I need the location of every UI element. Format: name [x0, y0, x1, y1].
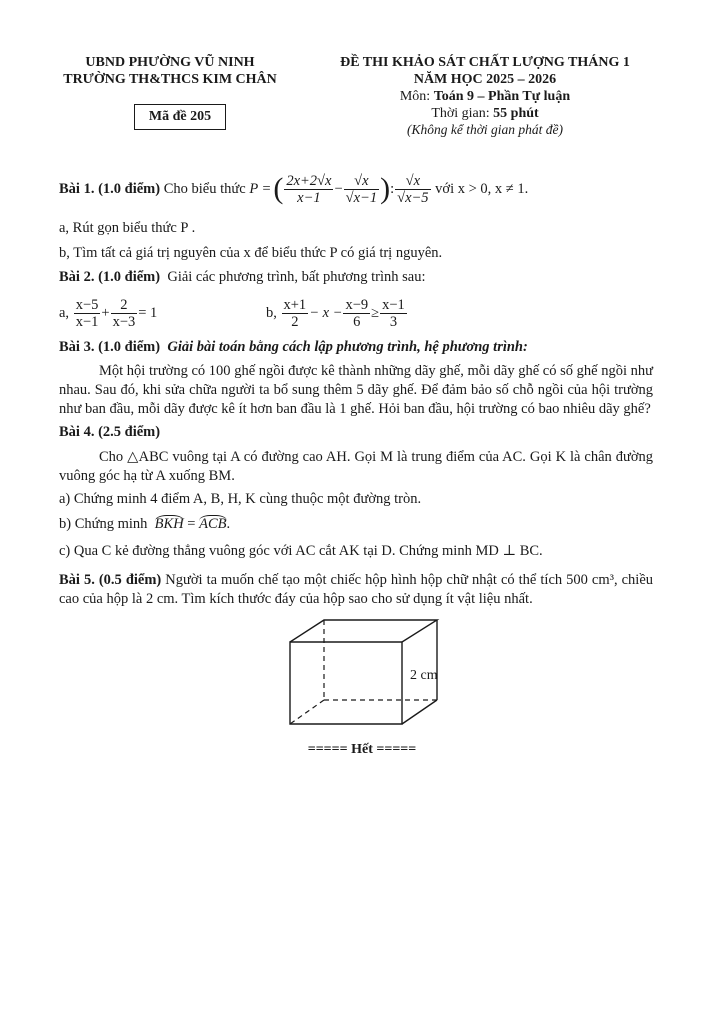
frac3-den: √x−5	[397, 189, 429, 206]
end-marker: ===== Hết =====	[307, 742, 417, 757]
frac1-num: 2x+2√x	[286, 172, 332, 189]
time-prefix: Thời gian:	[431, 106, 494, 121]
bai1-frac-1	[284, 173, 333, 206]
divide-sign: :	[390, 180, 395, 197]
a-frac1-den: x−1	[75, 313, 99, 330]
bai2-a-label: a,	[59, 304, 70, 321]
a-frac2-num: 2	[111, 297, 138, 314]
frac1-den: x−1	[297, 189, 321, 206]
bai1-frac-2	[344, 173, 379, 206]
minus-sign: −	[334, 180, 343, 197]
bai5-title: Bài 5. (0.5 điểm)	[59, 572, 162, 588]
exam-title: ĐỀ THI KHẢO SÁT CHẤT LƯỢNG THÁNG 1	[340, 55, 630, 70]
bai1-expression-line	[59, 167, 528, 211]
bai5-body: Người ta muốn chế tạo một chiếc hộp hình hộp chữ nhật có thể tích 500 cm³, chiều cao của hộp là 2 cm. Tìm kích thước đáy của hộp sao cho sử dụng ít vật liệu nhất.	[59, 572, 653, 607]
bai1-intro: Cho biểu thức	[163, 180, 246, 197]
p-label: P =	[249, 180, 272, 197]
bai4-part-a: a) Chứng minh 4 điểm A, B, H, K cùng thuộc một đường tròn.	[59, 491, 422, 507]
b-frac3-num: x−1	[382, 296, 405, 313]
b-frac3-den: 3	[389, 313, 398, 330]
b-frac2-num: x−9	[345, 296, 369, 313]
bai2-b-mid: − x −	[309, 304, 343, 321]
exam-code-box	[134, 104, 226, 130]
bai1-title: Bài 1. (1.0 điểm)	[59, 180, 161, 197]
bai4-part-c: c) Qua C kẻ đường thẳng vuông góc với AC cắt AK tại D. Chứng minh MD ⊥ BC.	[59, 543, 543, 559]
bai4-intro: Cho △ABC vuông tại A có đường cao AH. Gọi M là trung điểm của AC. Gọi K là chân đường vuông góc hạ từ A xuống BM.	[59, 449, 653, 484]
bai2-b-label: b,	[266, 304, 277, 321]
bai2-b-frac-3	[380, 297, 407, 330]
close-paren: )	[380, 172, 391, 205]
frac2-num: √x	[344, 173, 379, 190]
time-value: 55 phút	[493, 106, 539, 121]
school-year: NĂM HỌC 2025 – 2026	[413, 72, 557, 87]
angle-bkh: BKH	[154, 516, 184, 532]
a-frac2-den: x−3	[112, 313, 136, 330]
bai5-text	[59, 571, 653, 609]
plus-sign: +	[101, 304, 110, 321]
bai1-condition: với x > 0, x ≠ 1.	[435, 180, 529, 197]
subject-line	[300, 89, 670, 105]
box-hidden-diagonal	[290, 700, 324, 724]
bai2-intro: Giải các phương trình, bất phương trình sau:	[167, 269, 426, 285]
bai4-b-prefix: b) Chứng minh	[59, 516, 148, 532]
bai4-b-eq: =	[187, 516, 196, 532]
time-line	[300, 106, 670, 122]
box-bottom-right-edge	[402, 700, 437, 724]
b-frac2-den: 6	[353, 313, 361, 330]
bai2-part-a	[59, 293, 157, 333]
ge-sign: ≥	[371, 304, 380, 321]
bai2-a-rhs: = 1	[138, 304, 158, 321]
bai1-part-a: a, Rút gọn biểu thức P .	[59, 220, 196, 236]
bai2-part-b	[266, 293, 408, 333]
height-label: 2 cm	[410, 668, 438, 683]
angle-acb: ACB	[199, 516, 227, 532]
bai2-a-frac-1	[74, 297, 101, 330]
bai1-frac-3	[395, 173, 430, 206]
bai4-part-b: b) Chứng minh BKH = ACB.	[59, 516, 231, 532]
bai3-heading	[59, 339, 528, 356]
bai2-b-frac-1	[282, 297, 309, 330]
bai3-instruction: Giải bài toán bằng cách lập phương trình, hệ phương trình:	[167, 339, 528, 355]
bai2-a-frac-2	[111, 297, 138, 330]
frac3-num: √x	[395, 173, 430, 190]
open-paren: (	[273, 172, 284, 205]
frac2-den: √x−1	[345, 189, 378, 206]
bai4-title: Bài 4. (2.5 điểm)	[59, 424, 161, 440]
bai3-title: Bài 3. (1.0 điểm)	[59, 339, 161, 355]
school-name: TRƯỜNG TH&THCS KIM CHÂN	[63, 72, 277, 87]
subject-prefix: Môn:	[399, 89, 434, 104]
subject: Toán 9 – Phần Tự luận	[433, 89, 571, 104]
b-frac1-den: 2	[291, 313, 299, 330]
time-note: (Không kể thời gian phát đề)	[406, 122, 564, 137]
bai2-heading	[59, 269, 426, 286]
bai1-part-b: b, Tìm tất cả giá trị nguyên của x để biểu thức P có giá trị nguyên.	[59, 245, 443, 261]
b-frac1-num: x+1	[283, 296, 307, 313]
box-top-face	[290, 620, 437, 642]
bai3-text: Một hội trường có 100 ghế ngồi được kê thành những dãy ghế, mỗi dãy ghế có số ghế ngồi như nhau. Sau đó, khi sửa chữa người ta bổ sung thêm 5 dãy ghế. Để đảm bảo số chỗ ngồi của hội trường như ban đầu, mỗi dãy được kê ít hơn ban đầu là 1 ghế. Hỏi ban đầu, hội trường có bao nhiêu dãy ghế?	[59, 363, 653, 417]
school-authority: UBND PHƯỜNG VŨ NINH	[85, 55, 255, 70]
a-frac1-num: x−5	[75, 296, 99, 313]
bai2-b-frac-2	[343, 297, 370, 330]
bai2-title: Bài 2. (1.0 điểm)	[59, 269, 161, 285]
exam-code: Mã đề 205	[148, 109, 212, 124]
